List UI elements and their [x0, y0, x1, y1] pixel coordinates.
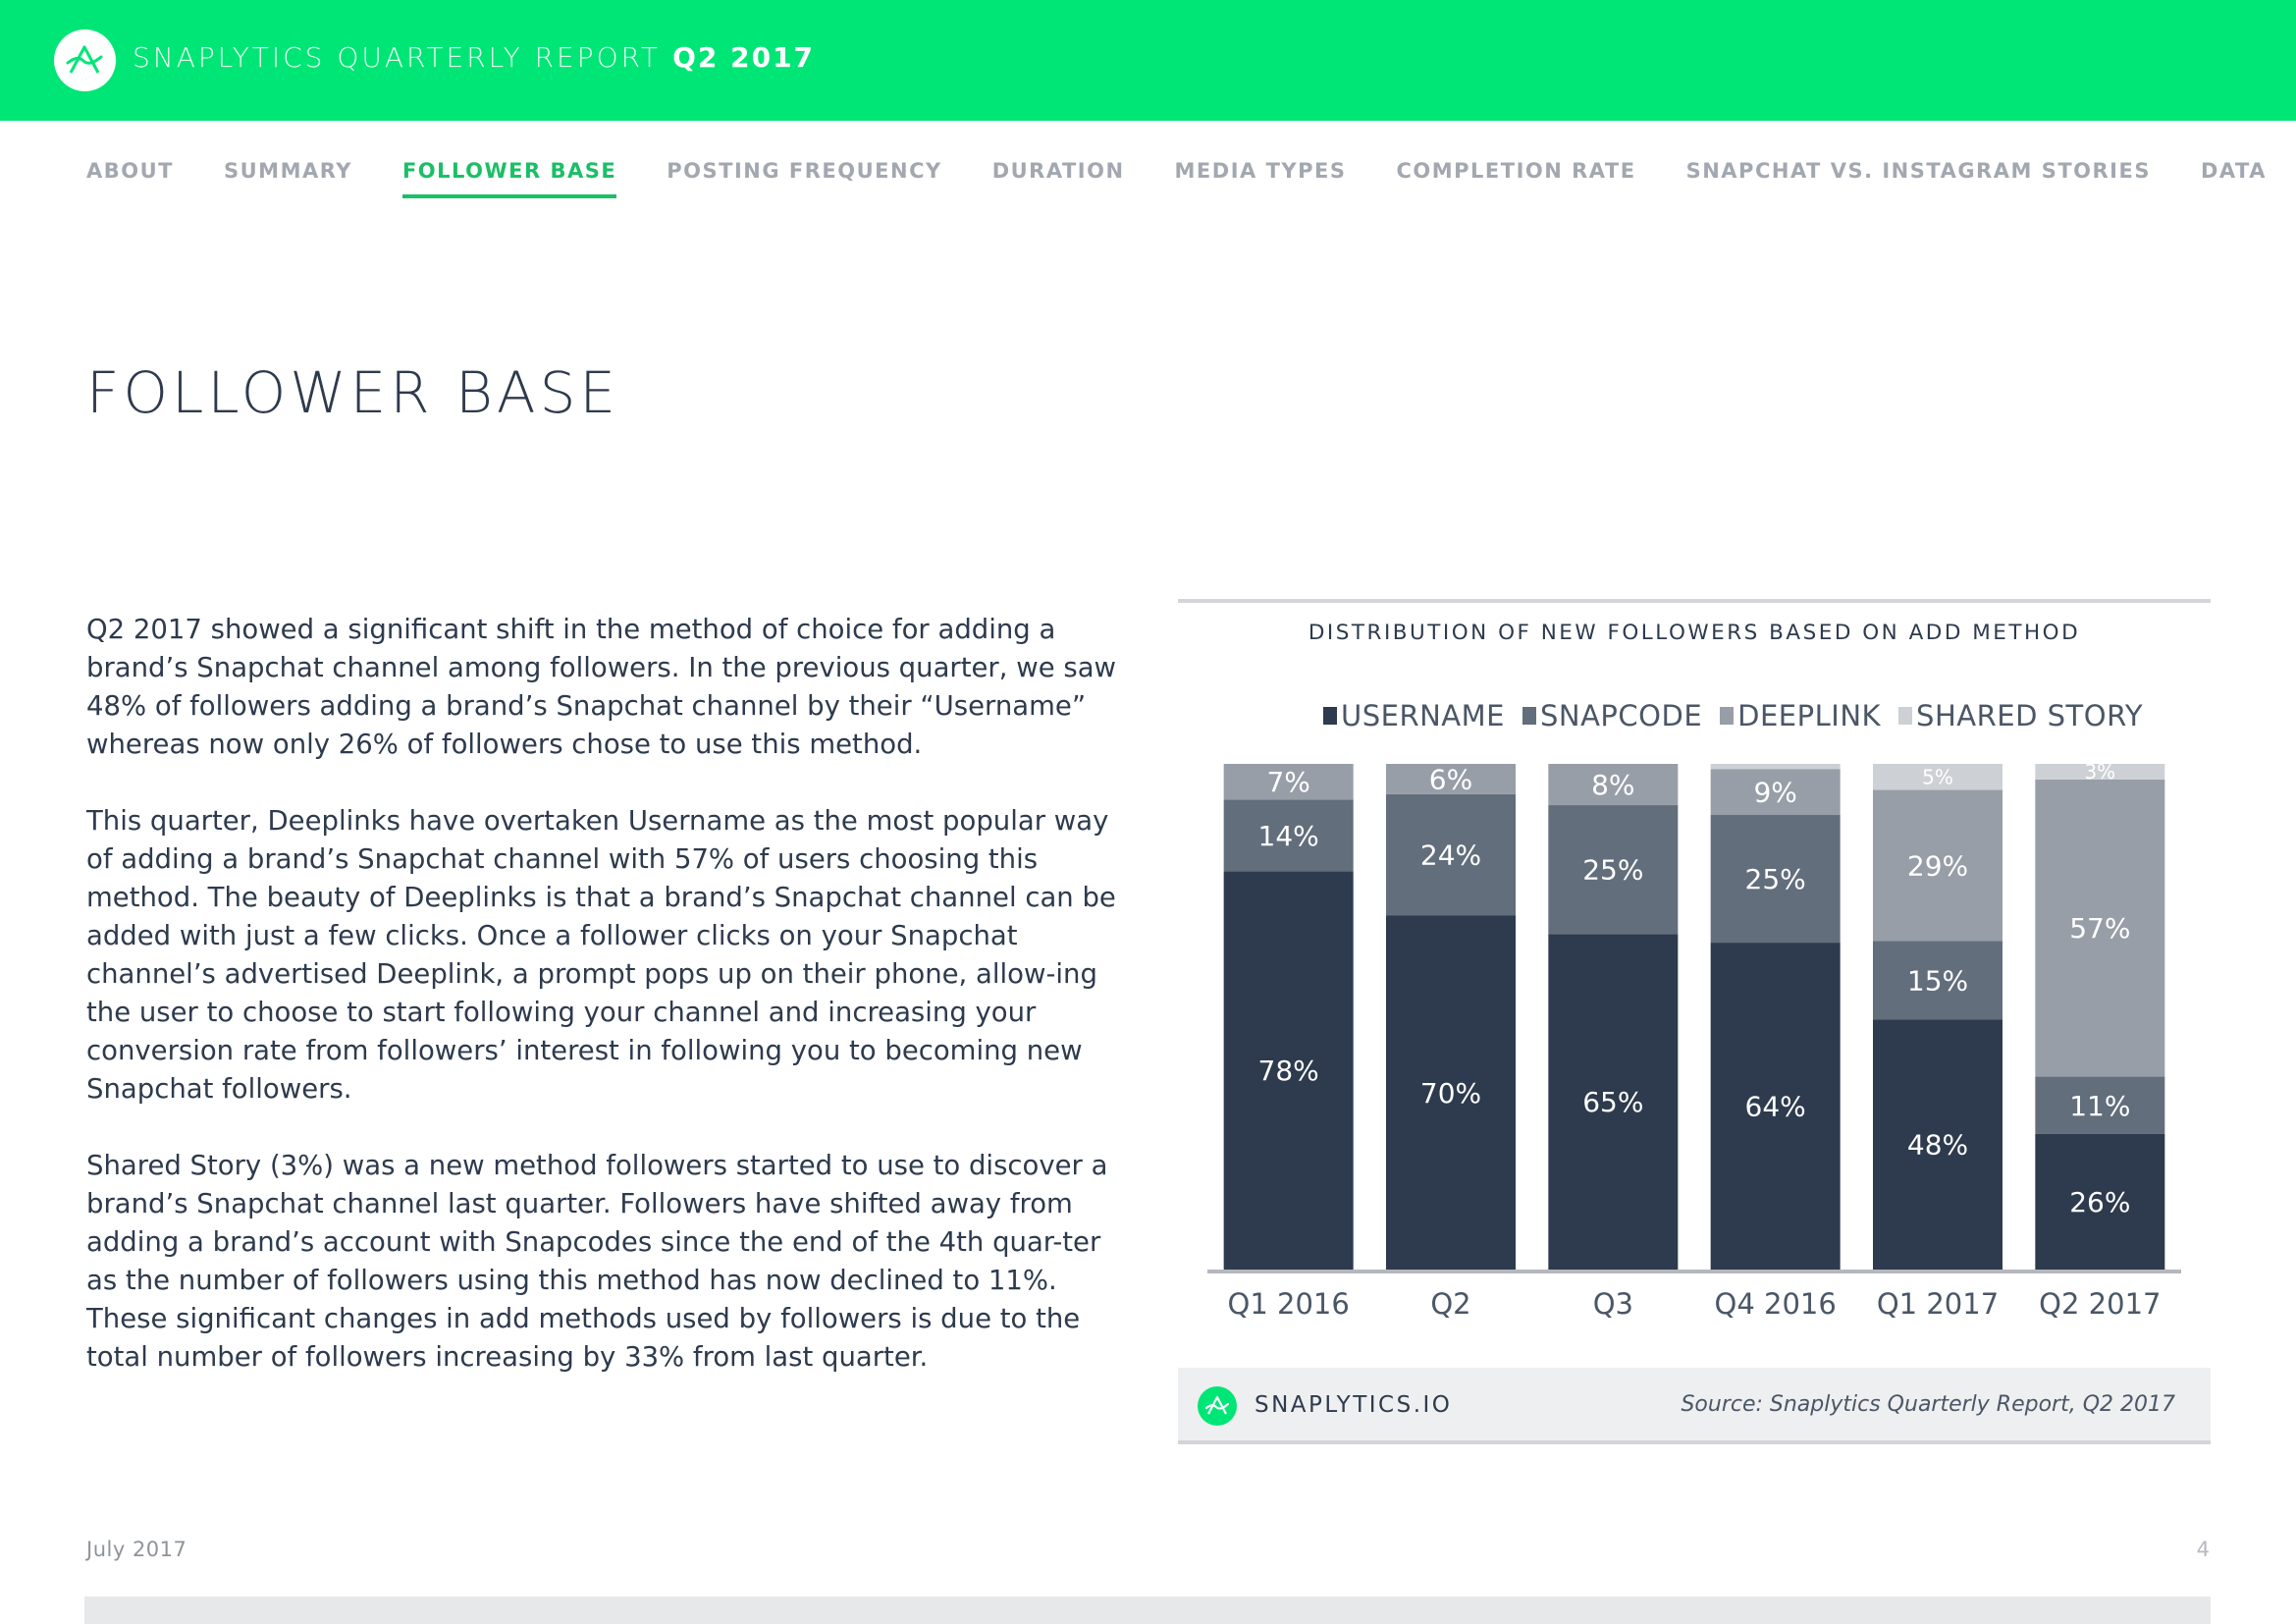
- report-title-prefix: SNAPLYTICS QUARTERLY REPORT: [133, 41, 662, 74]
- data-label: 70%: [1419, 1076, 1482, 1110]
- page-number: 4: [2196, 1538, 2210, 1561]
- nav-item-snapchat-vs-instagram-stories[interactable]: SNAPCHAT VS. INSTAGRAM STORIES: [1685, 159, 2151, 183]
- paragraph-1: Q2 2017 showed a significant shift in the method of choice for adding a brand’s Snapchat channel among followers. In the previous quarter, we saw 48% of followers adding a brand’s Snapchat channel by their “Username” whereas now only 26% of followers chose to use this method.: [86, 614, 1117, 760]
- nav-item-follower-base[interactable]: FOLLOWER BASE: [402, 159, 616, 198]
- legend-swatch: [1522, 707, 1536, 725]
- x-tick-label: Q3: [1592, 1287, 1633, 1321]
- data-label: 7%: [1266, 766, 1310, 799]
- body-text: [86, 611, 1127, 1415]
- report-title-period: Q2 2017: [672, 41, 816, 74]
- snaplytics-logo-icon[interactable]: [54, 29, 116, 91]
- legend-item-snapcode: [1522, 699, 1702, 732]
- chart-title: DISTRIBUTION OF NEW FOLLOWERS BASED ON ADD METHOD: [1308, 621, 2081, 645]
- legend-swatch: [1323, 707, 1337, 725]
- nav-item-summary[interactable]: SUMMARY: [224, 159, 352, 183]
- legend-item-username: [1323, 699, 1505, 732]
- page-title: FOLLOWER BASE: [86, 359, 620, 426]
- section-nav: [86, 159, 2296, 198]
- legend-item-shared-story: [1898, 699, 2143, 732]
- bar-segment-shared-story: [1711, 764, 1841, 769]
- data-label: 8%: [1591, 769, 1635, 802]
- legend-item-deeplink: [1720, 699, 1881, 732]
- nav-item-posting-frequency[interactable]: POSTING FREQUENCY: [667, 159, 942, 183]
- data-label: 11%: [2069, 1089, 2131, 1122]
- nav-item-duration[interactable]: DURATION: [991, 159, 1125, 183]
- x-tick-label: Q2: [1430, 1287, 1471, 1321]
- data-label: 48%: [1906, 1128, 1969, 1162]
- chart-legend: [1323, 699, 2161, 732]
- page-date: July 2017: [86, 1538, 187, 1561]
- data-label: 25%: [1582, 853, 1644, 887]
- data-label: 64%: [1744, 1090, 1806, 1123]
- x-tick-label: Q1 2016: [1227, 1287, 1350, 1321]
- data-label: 9%: [1753, 776, 1797, 809]
- data-label: 5%: [1922, 765, 1953, 789]
- bottom-bar: [84, 1597, 2211, 1624]
- x-tick-label: Q4 2016: [1714, 1287, 1837, 1321]
- data-label: 3%: [2084, 759, 2116, 784]
- data-label: 14%: [1257, 819, 1319, 852]
- snaplytics-footer-logo-icon: [1198, 1386, 1237, 1426]
- legend-swatch: [1720, 707, 1734, 725]
- x-tick-label: Q2 2017: [2039, 1287, 2162, 1321]
- stacked-bar-chart: [1178, 746, 2211, 1335]
- data-label: 29%: [1906, 849, 1969, 883]
- chart-footer: [1178, 1368, 2211, 1444]
- paragraph-3: Shared Story (3%) was a new method followers started to use to discover a brand’s Snapchat channel last quarter. Followers have shifted away from adding a brand’s account with Snapcodes since the end of the 4th quar-ter as the number of followers using this method has now declined to 11%. These significant changes in add methods used by followers is due to the total number of followers increasing by 33% from last quarter.: [86, 1150, 1108, 1373]
- legend-label: DEEPLINK: [1737, 699, 1882, 732]
- data-label: 25%: [1744, 863, 1806, 896]
- data-label: 15%: [1906, 964, 1969, 998]
- footer-source: Source: Snaplytics Quarterly Report, Q2 2017: [1681, 1392, 2175, 1417]
- data-label: 78%: [1257, 1055, 1319, 1088]
- legend-swatch: [1898, 707, 1912, 725]
- x-tick-label: Q1 2017: [1876, 1287, 2000, 1321]
- nav-item-about[interactable]: ABOUT: [86, 159, 174, 183]
- data-label: 26%: [2069, 1185, 2131, 1218]
- data-label: 57%: [2069, 912, 2131, 946]
- nav-item-media-types[interactable]: MEDIA TYPES: [1174, 159, 1347, 183]
- header-bar: [0, 0, 2296, 121]
- footer-brand[interactable]: SNAPLYTICS.IO: [1255, 1392, 1453, 1418]
- nav-item-completion-rate[interactable]: COMPLETION RATE: [1396, 159, 1636, 183]
- legend-label: USERNAME: [1341, 699, 1505, 732]
- data-label: 24%: [1419, 839, 1482, 872]
- paragraph-2: This quarter, Deeplinks have overtaken Username as the most popular way of adding a brand’s Snapchat channel with 57% of users choosing this method. The beauty of Deeplinks is that a brand’s Snapchat channel can be added with just a few clicks. Once a follower clicks on your Snapchat channel’s advertised Deeplink, a prompt pops up on their phone, allow-ing the user to choose to start following your channel and increasing your conversion rate from followers’ interest in following you to becoming new Snapchat followers.: [86, 805, 1116, 1105]
- legend-label: SHARED STORY: [1916, 699, 2144, 732]
- nav-item-data[interactable]: DATA: [2200, 159, 2267, 183]
- legend-label: SNAPCODE: [1539, 699, 1703, 732]
- data-label: 65%: [1582, 1086, 1644, 1119]
- data-label: 6%: [1428, 763, 1473, 796]
- chart-top-divider: [1178, 599, 2211, 603]
- report-title: [133, 41, 815, 74]
